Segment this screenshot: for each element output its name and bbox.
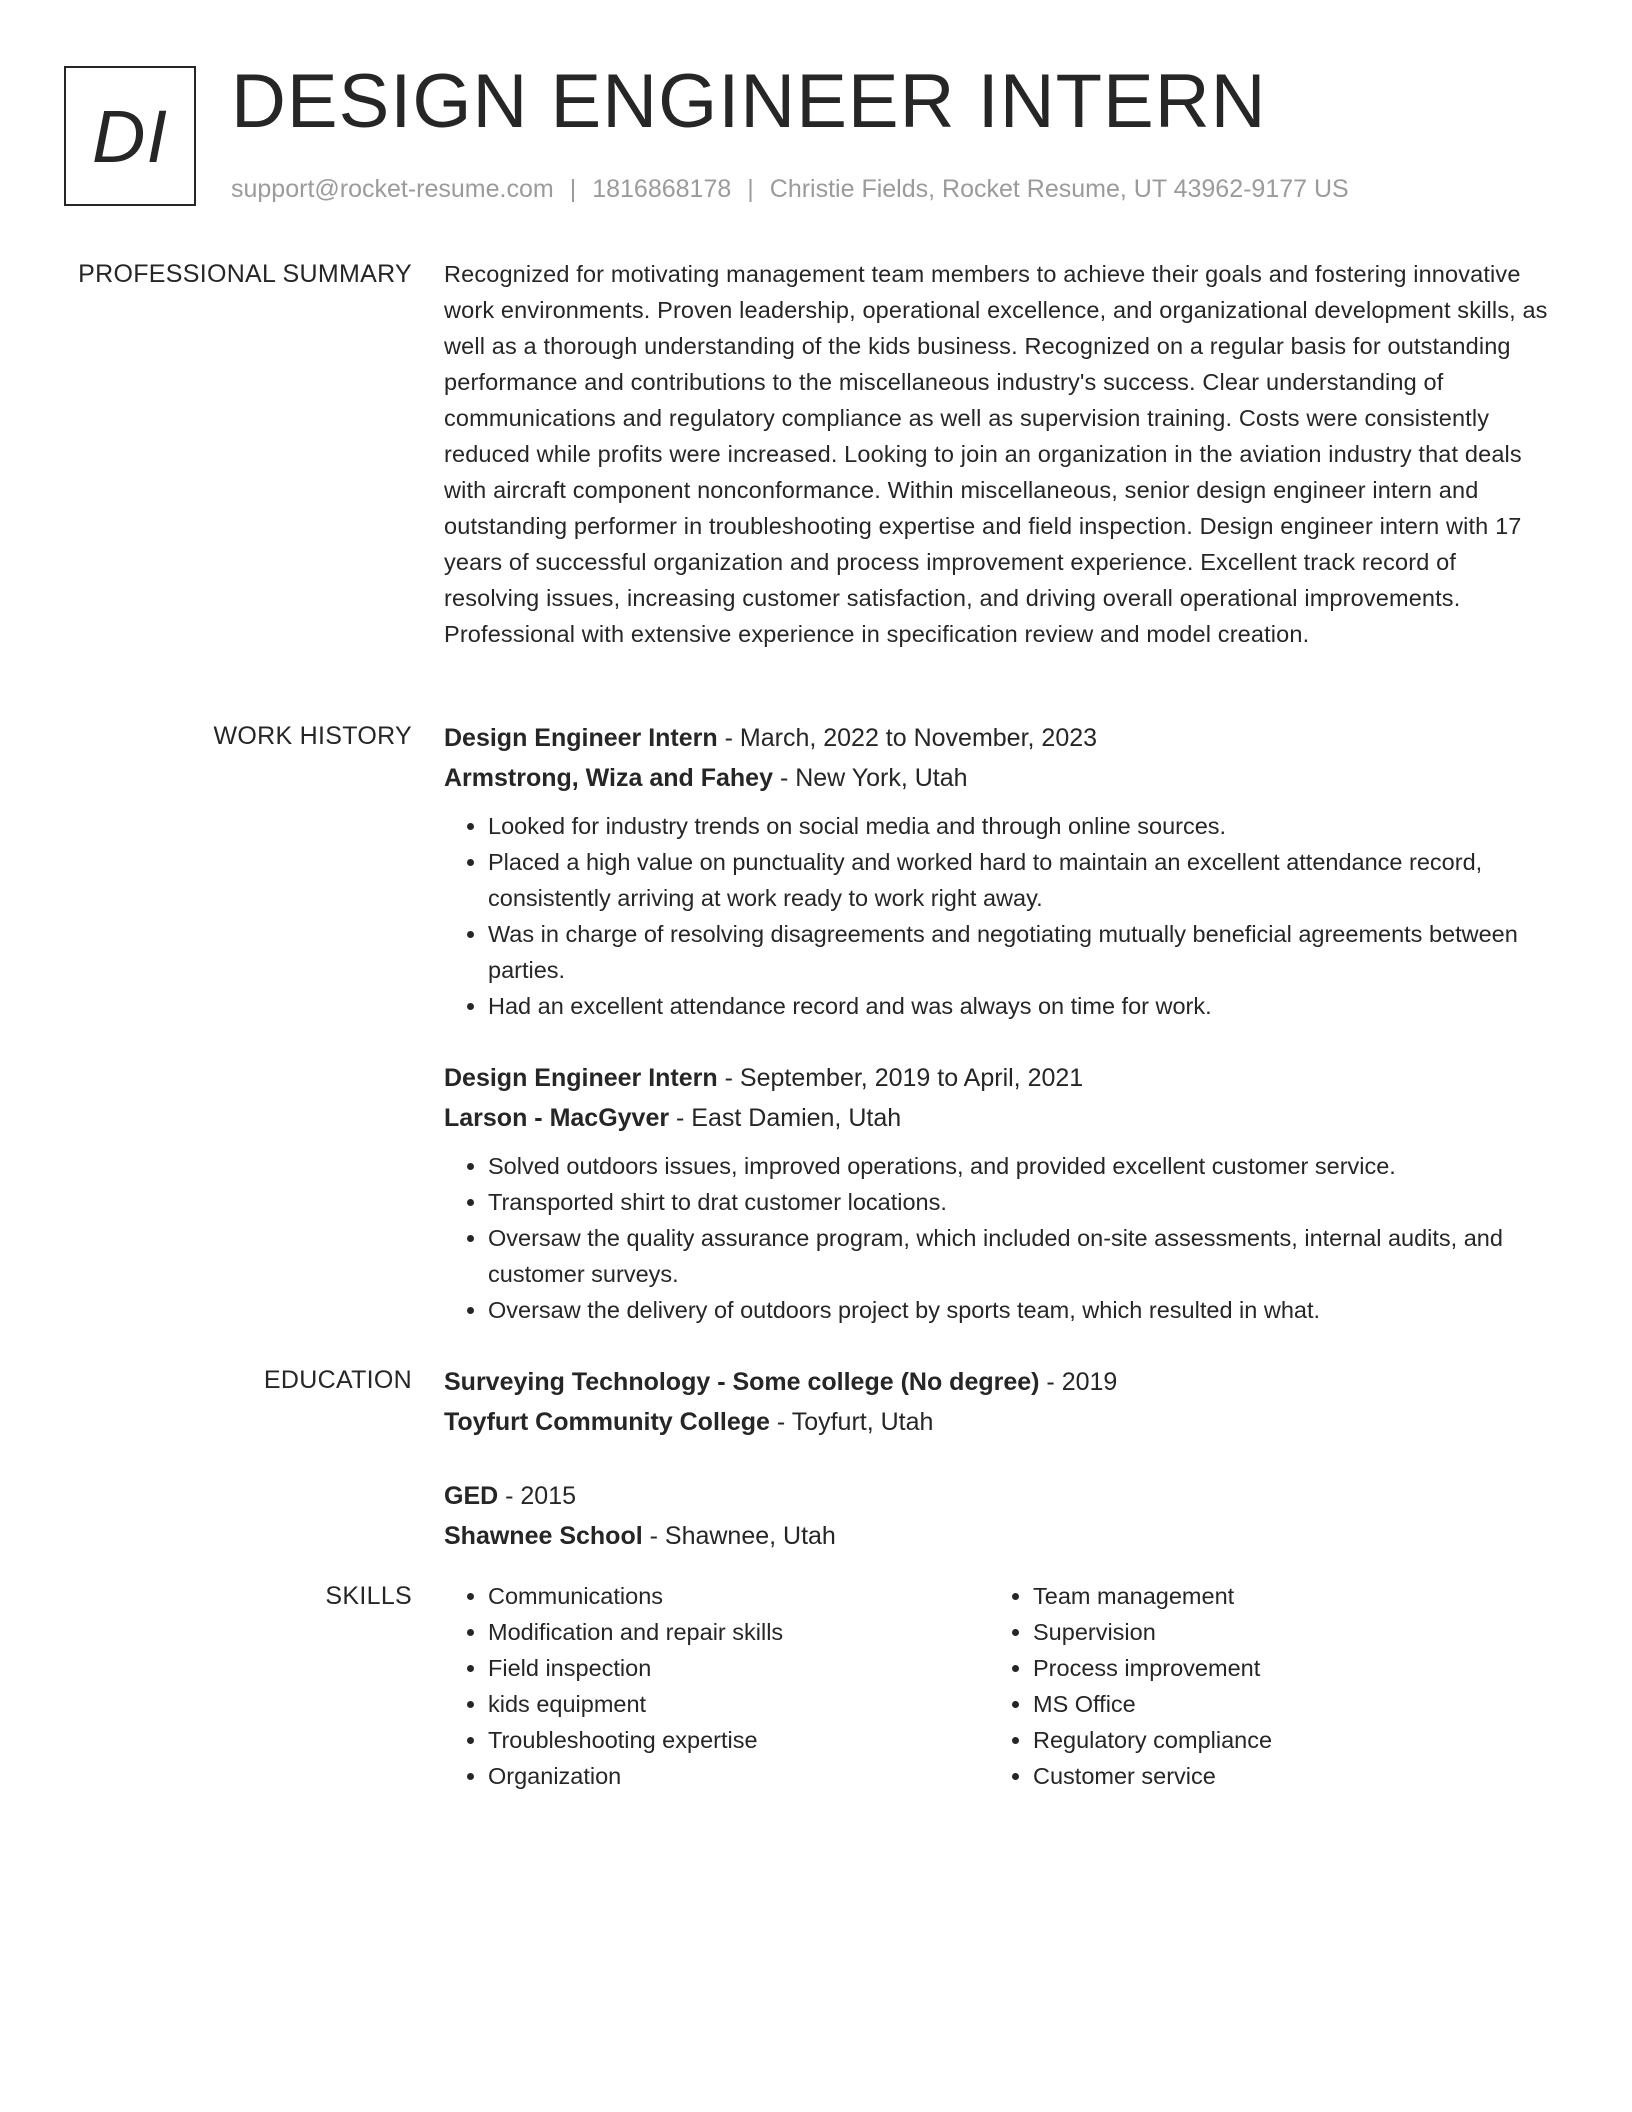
education-school: Shawnee School: [444, 1522, 643, 1550]
skill-item: • kids equipment: [488, 1686, 989, 1722]
job-bullet: • Was in charge of resolving disagreements and negotiating mutually beneficial agreements between parties.: [488, 916, 1554, 988]
job-dates: - September, 2019 to April, 2021: [717, 1064, 1084, 1092]
education-year: - 2019: [1039, 1368, 1118, 1396]
education-entry: [444, 1476, 1554, 1556]
contact-address: Christie Fields, Rocket Resume, UT 43962-9177 US: [769, 175, 1349, 203]
education-school: Toyfurt Community College: [444, 1408, 770, 1436]
job-role: Design Engineer Intern: [444, 724, 718, 752]
skills-list-right: [989, 1578, 1534, 1794]
education-location: - Shawnee, Utah: [642, 1522, 836, 1550]
job-role: Design Engineer Intern: [444, 1064, 718, 1092]
job-bullet: • Oversaw the delivery of outdoors project by sports team, which resulted in what.: [488, 1292, 1554, 1328]
job-bullet: • Had an excellent attendance record and was always on time for work.: [488, 988, 1554, 1024]
education-school-line: [444, 1516, 1554, 1556]
skill-item: • Regulatory compliance: [1033, 1722, 1534, 1758]
contact-separator: |: [747, 175, 754, 203]
section-title-skills: SKILLS: [325, 1582, 412, 1610]
education-entry: [444, 1362, 1554, 1442]
education-location: - Toyfurt, Utah: [769, 1408, 934, 1436]
job-bullets: [444, 808, 1554, 1024]
skill-item: • Organization: [488, 1758, 989, 1794]
contact-line: [231, 172, 1349, 206]
education-school-line: [444, 1402, 1554, 1442]
education-body: [444, 1362, 1554, 1556]
skill-item: • Team management: [1033, 1578, 1534, 1614]
contact-email[interactable]: support@rocket-resume.com: [231, 175, 554, 203]
job-company-line: [444, 1098, 1554, 1138]
monogram-initials: DI: [92, 94, 168, 178]
skill-item: • Field inspection: [488, 1650, 989, 1686]
skill-item: • Communications: [488, 1578, 989, 1614]
skills-body: [444, 1578, 1554, 1794]
job-bullets: [444, 1148, 1554, 1328]
section-title-education: EDUCATION: [263, 1366, 412, 1394]
job-company: Larson - MacGyver: [444, 1104, 670, 1132]
skill-item: • MS Office: [1033, 1686, 1534, 1722]
skill-item: • Customer service: [1033, 1758, 1534, 1794]
job-company-line: [444, 758, 1554, 798]
summary-body: [444, 256, 1554, 652]
resume-name: DESIGN ENGINEER INTERN: [231, 59, 1267, 144]
education-degree-line: [444, 1362, 1554, 1402]
job-dates: - March, 2022 to November, 2023: [717, 724, 1098, 752]
job-company: Armstrong, Wiza and Fahey: [444, 764, 773, 792]
skills-list-left: [444, 1578, 989, 1794]
job-bullet: • Placed a high value on punctuality and worked hard to maintain an excellent attendance record, consistently arriving at work ready to work right away.: [488, 844, 1554, 916]
skill-item: • Process improvement: [1033, 1650, 1534, 1686]
job-entry: [444, 718, 1554, 1024]
contact-separator: |: [569, 175, 577, 203]
job-title-line: [444, 1058, 1554, 1098]
skill-item: • Supervision: [1033, 1614, 1534, 1650]
skills-columns: [444, 1578, 1554, 1794]
contact-phone[interactable]: 1816868178: [592, 175, 732, 203]
job-location: - East Damien, Utah: [669, 1104, 902, 1132]
job-bullet: • Solved outdoors issues, improved operations, and provided excellent customer service.: [488, 1148, 1554, 1184]
section-title-work: WORK HISTORY: [213, 722, 412, 750]
education-degree: GED: [444, 1482, 499, 1510]
job-entry: [444, 1058, 1554, 1328]
skill-item: • Troubleshooting expertise: [488, 1722, 989, 1758]
monogram-box: [64, 66, 196, 206]
education-degree-line: [444, 1476, 1554, 1516]
job-bullet: • Transported shirt to drat customer locations.: [488, 1184, 1554, 1220]
education-degree: Surveying Technology - Some college (No degree): [444, 1368, 1040, 1396]
work-history-body: [444, 718, 1554, 1328]
education-year: - 2015: [498, 1482, 577, 1510]
job-location: - New York, Utah: [773, 764, 968, 792]
job-bullet: • Oversaw the quality assurance program, which included on-site assessments, internal audits, and customer surveys.: [488, 1220, 1554, 1292]
summary-text: Recognized for motivating management team members to achieve their goals and fostering innovative work environments. Proven leadership, operational excellence, and organizational development skills, as well as a thorough understanding of the kids business. Recognized on a regular basis for outstanding performance and contributions to the miscellaneous industry's success. Clear understanding of communications and regulatory compliance as well as supervision training. Costs were consistently reduced while profits were increased. Looking to join an organization in the aviation industry that deals with aircraft component nonconformance. Within miscellaneous, senior design engineer intern and outstanding performer in troubleshooting expertise and field inspection. Design engineer intern with 17 years of successful organization and process improvement experience. Excellent track record of resolving issues, increasing customer satisfaction, and driving overall operational improvements. Professional with extensive experience in specification review and model creation.: [444, 261, 1548, 647]
section-title-summary: PROFESSIONAL SUMMARY: [78, 260, 412, 288]
job-title-line: [444, 718, 1554, 758]
job-bullet: • Looked for industry trends on social media and through online sources.: [488, 808, 1554, 844]
skill-item: • Modification and repair skills: [488, 1614, 989, 1650]
